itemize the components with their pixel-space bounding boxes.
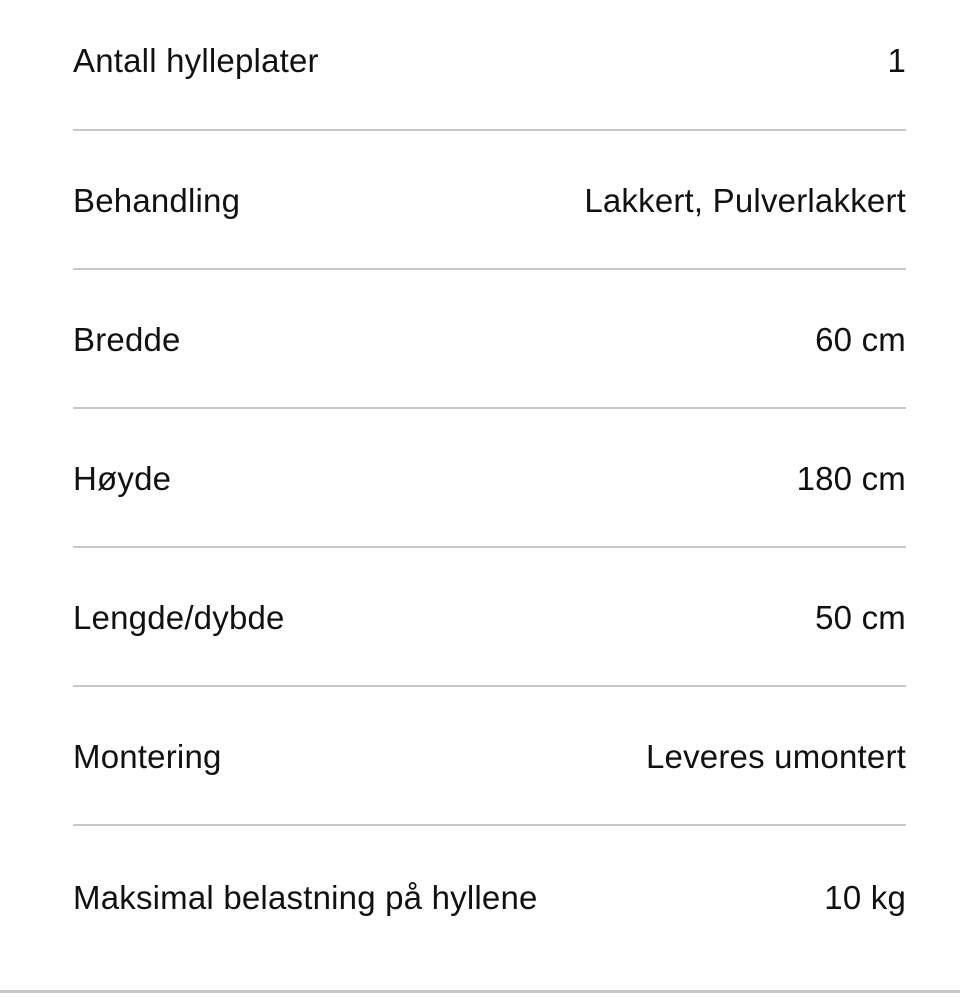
- spec-value: 60 cm: [815, 321, 906, 358]
- spec-label: Høyde: [73, 460, 172, 497]
- spec-value: 10 kg: [824, 878, 906, 916]
- spec-row-treatment: [73, 131, 906, 270]
- spec-label: Bredde: [73, 321, 181, 358]
- spec-value: Leveres umontert: [646, 738, 906, 775]
- spec-row-depth: [73, 548, 906, 687]
- bottom-divider: [0, 990, 960, 993]
- spec-label: Lengde/dybde: [73, 599, 285, 636]
- spec-row-assembly: [73, 687, 906, 826]
- spec-value: 1: [887, 42, 906, 79]
- spec-value: Lakkert, Pulverlakkert: [584, 182, 906, 219]
- spec-row-max-load: [73, 826, 906, 966]
- spec-row-width: [73, 270, 906, 409]
- spec-row-shelf-count: [73, 0, 906, 131]
- spec-row-height: [73, 409, 906, 548]
- spec-label: Maksimal belastning på hyllene: [73, 878, 538, 916]
- spec-label: Behandling: [73, 182, 241, 219]
- product-spec-list: [73, 0, 906, 966]
- spec-value: 50 cm: [815, 599, 906, 636]
- spec-label: Antall hylleplater: [73, 42, 319, 79]
- spec-label: Montering: [73, 738, 222, 775]
- spec-value: 180 cm: [796, 460, 906, 497]
